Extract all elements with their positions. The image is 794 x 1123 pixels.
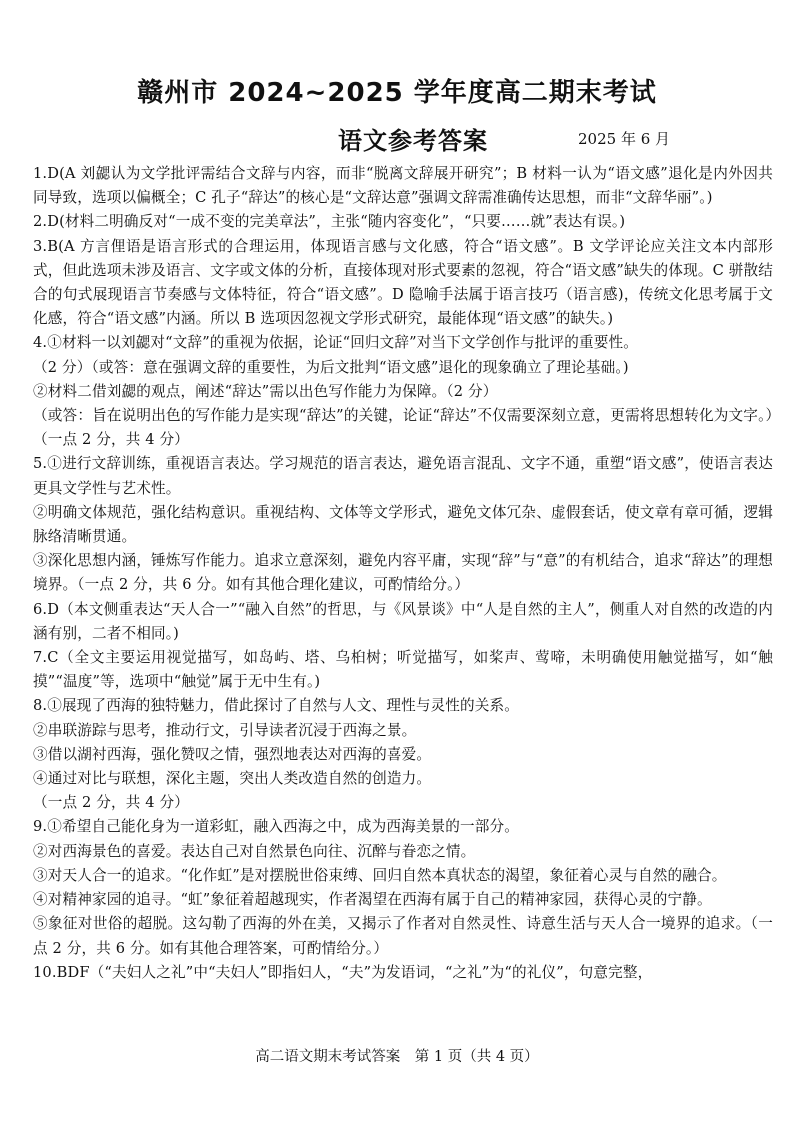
answer-q2: 2.D(材料二明确反对“一成不变的完美章法”，主张“随内容变化”，“只要……就”表达有误。) bbox=[33, 213, 626, 231]
answer-q9-point1: 9.①希望自己能化身为一道彩虹，融入西海之中，成为西海美景的一部分。 bbox=[33, 818, 520, 836]
page-footer: 高二语文期末考试答案 第 1 页（共 4 页） bbox=[255, 1049, 539, 1065]
answer-q8-point1: 8.①展现了西海的独特魅力，借此探讨了自然与人文、理性与灵性的关系。 bbox=[33, 697, 520, 715]
answer-q7: 7.C（全文主要运用视觉描写，如岛屿、塔、乌桕树；听觉描写，如桨声、莺啼，未明确使用触觉描写，如“触摸”“温度”等，选项中“触觉”属于无中生有。) bbox=[33, 649, 773, 691]
answer-q6: 6.D（本文侧重表达“天人合一”“融入自然”的哲思，与《风景谈》中“人是自然的主人”，侧重人对自然的改造的内涵有别，二者不相同。) bbox=[33, 600, 773, 642]
answer-q8-point2: ②串联游踪与思考，推动行文，引导读者沉浸于西海之景。 bbox=[33, 721, 417, 739]
page-subtitle: 语文参考答案 bbox=[338, 127, 488, 155]
answer-q5-point1: 5.①进行文辞训练，重视语言表达。学习规范的语言表达，避免语言混乱、文字不通，重塑“语文感”，使语言表达更具文学性与艺术性。 bbox=[33, 455, 773, 497]
answer-q5-point2: ②明确文体规范，强化结构意识。重视结构、文体等文学形式，避免文体冗杂、虚假套话，使文章有章可循，逻辑脉络清晰贯通。 bbox=[33, 503, 773, 546]
answer-q10: 10.BDF（“夫妇人之礼”中“夫妇人”即指妇人，“夫”为发语词，“之礼”为“的礼仪”，句意完整， bbox=[33, 963, 653, 981]
answer-q5-point3: ③深化思想内涵，锤炼写作能力。追求立意深刻，避免内容平庸，实现“辞”与“意”的有机结合，追求“辞达”的理想境界。（一点 2 分，共 6 分。如有其他合理化建议，可酌情给分。） bbox=[33, 552, 773, 594]
answer-q8-point3: ③借以湖衬西海，强化赞叹之情，强烈地表达对西海的喜爱。 bbox=[33, 745, 432, 763]
page-title: 赣州市 2024~2025 学年度高二期末考试 bbox=[137, 78, 657, 108]
answer-q9-point2: ②对西海景色的喜爱。表达自己对自然景色向往、沉醉与眷恋之情。 bbox=[33, 842, 476, 860]
answer-q1: 1.D(A 刘勰认为文学批评需结合文辞与内容，而非“脱离文辞展开研究”；B 材料一认为“语文感”退化是内外因共同导致，选项以偏概全；C 孔子“辞达”的核心是“文辞达意”强调文辞需准确传达思想，而非“文辞华丽”。) bbox=[33, 165, 773, 207]
answer-q9-point5: ⑤象征对世俗的超脱。这勾勒了西海的外在美，又揭示了作者对自然灵性、诗意生活与天人合一境界的追求。（一点 2 分，共 6 分。如有其他合理答案，可酌情给分。） bbox=[33, 915, 773, 957]
answer-q4-point2-alt: （或答：旨在说明出色的写作能力是实现“辞达”的关键，论证“辞达”不仅需要深刻立意，更需将思想转化为文字。）（一点 2 分，共 4 分） bbox=[33, 407, 773, 449]
answer-q4-point1-alt: （2 分）（或答：意在强调文辞的重要性，为后文批判“语文感”退化的现象确立了理论基础。) bbox=[33, 358, 629, 376]
answer-q4-point2: ②材料二借刘勰的观点，阐述“辞达”需以出色写作能力为保障。（2 分） bbox=[33, 382, 498, 400]
answer-q4-point1: 4.①材料一以刘勰对“文辞”的重视为依据，论证“回归文辞”对当下文学创作与批评的重要性。 bbox=[33, 334, 638, 352]
answer-q9-point3: ③对天人合一的追求。“化作虹”是对摆脱世俗束缚、回归自然本真状态的渴望，象征着心灵与自然的融合。 bbox=[33, 866, 727, 884]
answer-q3: 3.B(A 方言俚语是语言形式的合理运用，体现语言感与文化感，符合“语文感”。B 文学评论应关注文本内部形式，但此选项未涉及语言、文字或文体的分析，直接体现对形式要素的忽视，符合“语文感”缺失的体现。C 骈散结合的句式展现语言节奏感与文体特征，符合“语文感”。D 隐喻手法属于语言技巧（语言感)，传统文化思考属于文化感，符合“语文感”内涵。所以 B 选项因忽视文学形式研究，最能体现“语文感”的缺失。) bbox=[33, 237, 773, 328]
answer-q9-point4: ④对精神家园的追寻。“虹”象征着超越现实，作者渴望在西海有属于自己的精神家园，获得心灵的宁静。 bbox=[33, 891, 712, 909]
answer-q8-scoring: （一点 2 分，共 4 分） bbox=[33, 794, 189, 812]
exam-date: 2025 年 6 月 bbox=[578, 130, 671, 148]
answer-q8-point4: ④通过对比与联想，深化主题，突出人类改造自然的创造力。 bbox=[33, 770, 432, 788]
answer-body bbox=[33, 162, 773, 985]
